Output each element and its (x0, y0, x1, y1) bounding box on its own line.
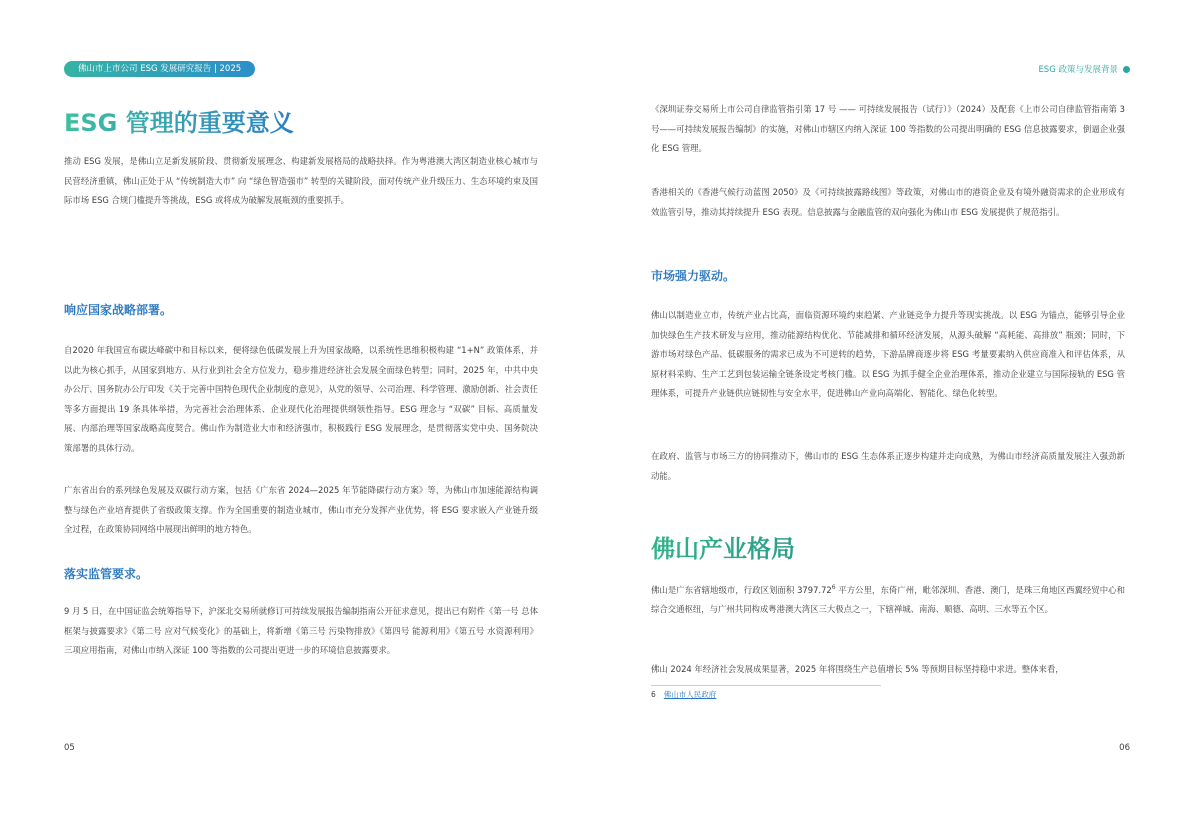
section-tag-label: ESG 政策与发展背景 (1038, 65, 1118, 75)
industry-layout-title: 佛山产业格局 (651, 529, 795, 564)
page-number-right: 06 (1119, 743, 1130, 753)
section-dot-icon (1123, 66, 1130, 73)
regulatory-paragraph: 9 月 5 日，在中国证监会统筹指导下，沪深北交易所就修订可持续发展报告编制指南公开征求意见，提出已有附件《第一号 总体框架与披露要求》《第二号 应对气候变化》的基础上，将新增《第三号 污染物排放》《第四号 能源利用》《第五号 水资源利用》三项应用指南，对佛山市纳入深证 100 等指数的公司提出更进一步的环境信息披露要求。 (64, 606, 538, 655)
industry-paragraph-1 (651, 578, 1125, 620)
section-heading-national-strategy: 响应国家战略部署。 (64, 303, 173, 317)
national-strategy-paragraph-2: 广东省出台的系列绿色发展及双碳行动方案，包括《广东省 2024—2025 年节能降碳行动方案》等，为佛山市加速能源结构调整与绿色产业培育提供了省级政策支撑。作为全国重要的制造业城市，佛山市充分发挥产业优势，将 ESG 要求嵌入产业链升级全过程，在政策协同网络中展现出鲜明的地方特色。 (64, 485, 538, 534)
footnote-ref[interactable]: 6 (831, 584, 836, 591)
section-heading-regulatory: 落实监管要求。 (64, 567, 149, 581)
footnote (651, 689, 716, 700)
section-tag (1038, 63, 1130, 75)
market-paragraph-1: 佛山以制造业立市，传统产业占比高，面临资源环境约束趋紧、产业链竞争力提升等现实挑战。以 ESG 为锚点，能够引导企业加快绿色生产技术研发与应用，推动能源结构优化、节能减排和循环经济发展，从源头破解 “高耗能、高排放” 瓶颈；同时，下游市场对绿色产品、低碳服务的需求已成为不可逆转的趋势，下游品牌商逐步将 ESG 考量要素纳入供应商准入和评估体系，从原材料采购、生产工艺到包装运输全链条设定考核门槛。以 ESG 为抓手健全企业治理体系，推动企业建立与国际接轨的 ESG 管理体系，可提升产业链供应链韧性与安全水平，促进佛山产业向高端化、智能化、绿色化转型。 (651, 310, 1125, 398)
footnote-divider (651, 685, 881, 686)
page-title: ESG 管理的重要意义 (64, 103, 294, 138)
industry-paragraph-2: 佛山 2024 年经济社会发展成果显著，2025 年将围绕生产总值增长 5% 等预期目标坚持稳中求进。整体来看， (651, 664, 1064, 674)
section-heading-market: 市场强力驱动。 (651, 269, 736, 283)
footnote-number: 6 (651, 690, 656, 699)
regulation-paragraph-1: 《深圳证券交易所上市公司自律监管指引第 17 号 —— 可持续发展报告（试行）》（2024）及配套《上市公司自律监管指南第 3 号——可持续发展报告编制》的实施，对佛山市辖区内纳入深证 100 等指数的公司提出明确的 ESG 信息披露要求，倒逼企业强化 ESG 管理。 (651, 104, 1125, 153)
regulation-paragraph-2: 香港相关的《香港气候行动蓝图 2050》及《可持续披露路线图》等政策，对佛山市的港资企业及有境外融资需求的企业形成有效监管引导，推动其持续提升 ESG 表现。信息披露与金融监管的双向强化为佛山市 ESG 发展提供了规范指引。 (651, 187, 1125, 217)
industry-paragraph-1-start: 佛山是广东省辖地级市，行政区划面积 3797.72 (651, 584, 832, 595)
industry-paragraph-1-end: 平方公里，东倚广州，毗邻深圳、香港、澳门，是珠三角地区西翼经贸中心和综合交通枢纽，与广州共同构成粤港澳大湾区三大极点之一，下辖禅城、南海、顺德、高明、三水等五个区。 (651, 584, 1125, 615)
report-title-pill: 佛山市上市公司 ESG 发展研究报告 | 2025 (64, 61, 255, 77)
market-paragraph-2: 在政府、监管与市场三方的协同推动下，佛山市的 ESG 生态体系正逐步构建并走向成熟，为佛山市经济高质量发展注入强劲新动能。 (651, 451, 1125, 481)
right-page (595, 0, 1190, 813)
page-number-left: 05 (64, 743, 75, 753)
intro-paragraph: 推动 ESG 发展，是佛山立足新发展阶段、贯彻新发展理念、构建新发展格局的战略抉择。作为粤港澳大湾区制造业核心城市与民营经济重镇，佛山正处于从 “传统制造大市” 向 “绿色智造强市” 转型的关键阶段，面对传统产业升级压力、生态环境约束及国际市场 ESG 合规门槛提升等挑战，ESG 或将成为破解发展瓶颈的重要抓手。 (64, 156, 538, 205)
footnote-link[interactable]: 佛山市人民政府 (663, 690, 717, 699)
national-strategy-paragraph-1: 自2020 年我国宣布碳达峰碳中和目标以来，便将绿色低碳发展上升为国家战略，以系统性思维积极构建 “1+N” 政策体系，并以此为核心抓手，从国家到地方、从行业到社会全方位发力，稳步推进经济社会发展全面绿色转型；同时，2025 年，中共中央办公厅、国务院办公厅印发《关于完善中国特色现代企业制度的意见》，从党的领导、公司治理、科学管理、激励创新、社会责任等多方面提出 19 条具体举措，为完善社会治理体系、企业现代化治理提供纲领性指导。ESG 理念与 “双碳” 目标、高质量发展、内部治理等国家战略高度契合。佛山作为制造业大市和经济强市，积极践行 ESG 发展理念，是贯彻落实党中央、国务院决策部署的具体行动。 (64, 345, 538, 453)
